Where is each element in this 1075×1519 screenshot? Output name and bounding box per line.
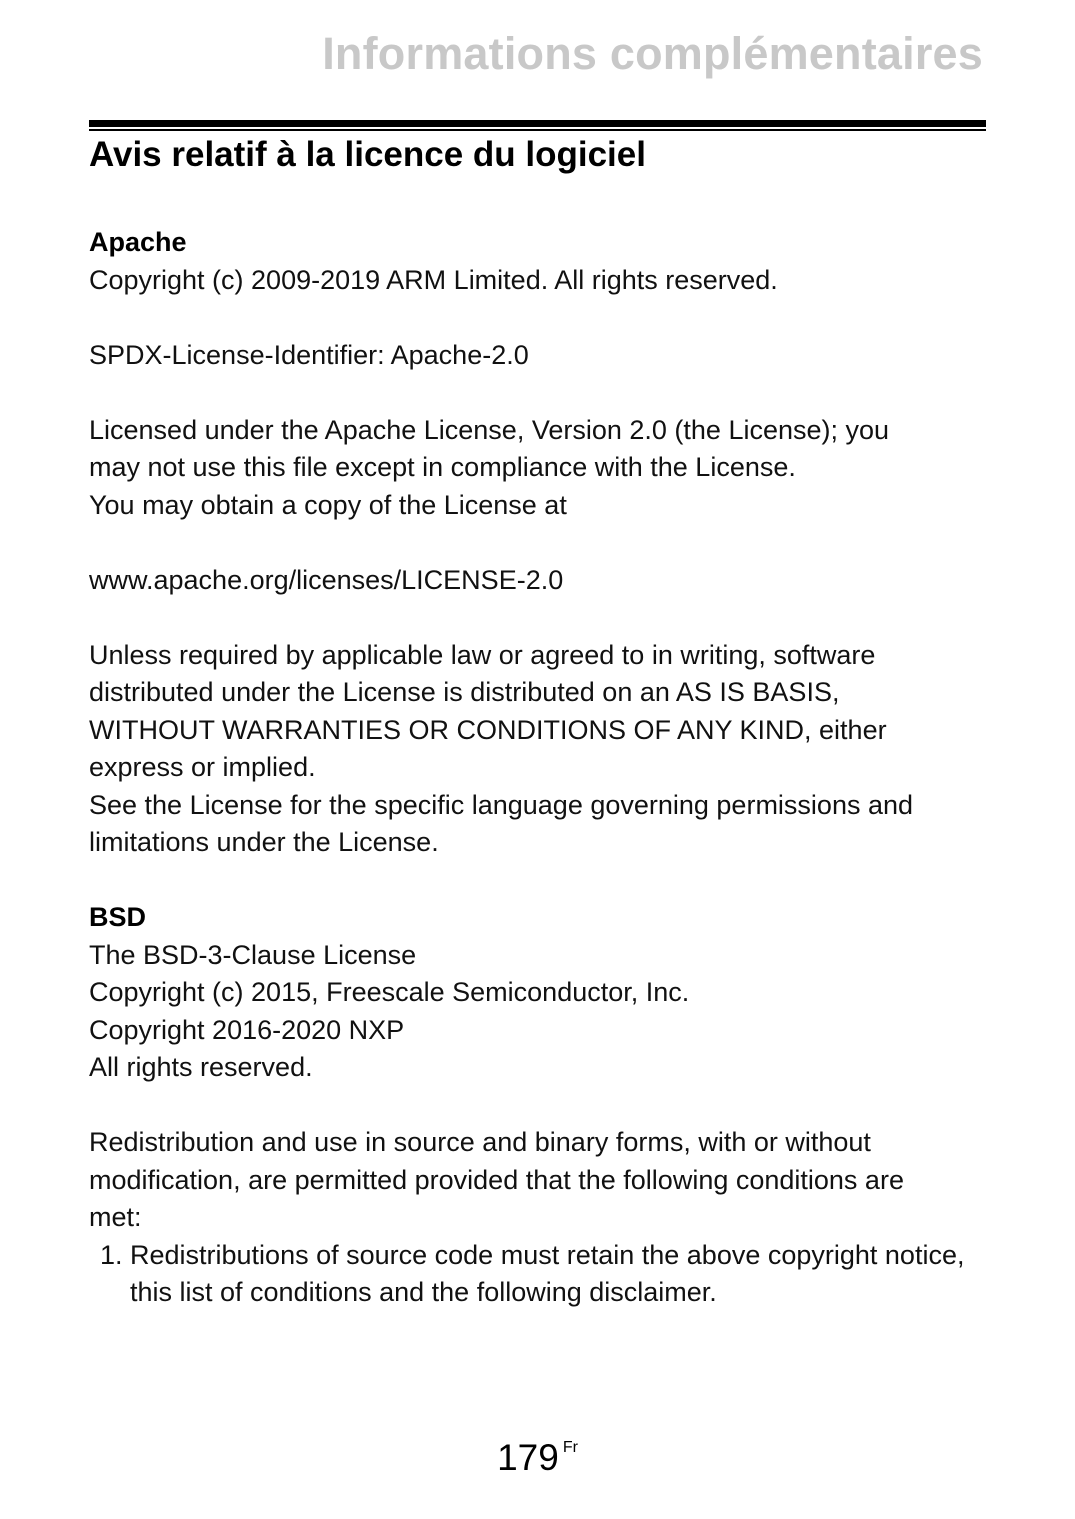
- apache-license-url: www.apache.org/licenses/LICENSE-2.0: [89, 564, 564, 595]
- running-header: Informations complémentaires: [322, 28, 983, 79]
- spacer: [89, 176, 989, 224]
- header-rule-thin: [89, 129, 986, 131]
- bsd-condition-item: 1. Redistributions of source code must retain the above copyright notice, this list of conditions and the following disclaimer.: [130, 1237, 989, 1312]
- bsd-heading: BSD: [89, 902, 147, 932]
- apache-heading: Apache: [89, 227, 187, 257]
- page-footer: [0, 1437, 1075, 1479]
- apache-disclaimer: Unless required by applicable law or agreed to in writing, software distributed under the License is distributed on an AS IS BASIS, WITHOUT WARRANTIES OR CONDITIONS OF ANY KIND, either express or implied. See the License for the specific language governing permissions and limitations under the License.: [89, 639, 914, 857]
- bsd-redistribution: Redistribution and use in source and binary forms, with or without modification, are permitted provided that the following conditions are met:: [89, 1127, 904, 1232]
- header-rule-thick: [89, 120, 986, 127]
- apache-spdx: SPDX-License-Identifier: Apache-2.0: [89, 339, 529, 370]
- bsd-notice: The BSD-3-Clause License Copyright (c) 2015, Freescale Semiconductor, Inc. Copyright 2016-2020 NXP All rights reserved.: [89, 939, 690, 1082]
- language-code: Fr: [562, 1439, 578, 1456]
- apache-copyright: Copyright (c) 2009-2019 ARM Limited. All rights reserved.: [89, 264, 778, 295]
- page-number: 179: [497, 1437, 559, 1478]
- page-content: [89, 134, 989, 1312]
- bsd-conditions-list: [89, 1237, 989, 1312]
- apache-licensed-text: Licensed under the Apache License, Version 2.0 (the License); you may not use this file except in compliance with the License. You may obtain a copy of the License at: [89, 414, 890, 520]
- section-title: Avis relatif à la licence du logiciel: [89, 135, 646, 174]
